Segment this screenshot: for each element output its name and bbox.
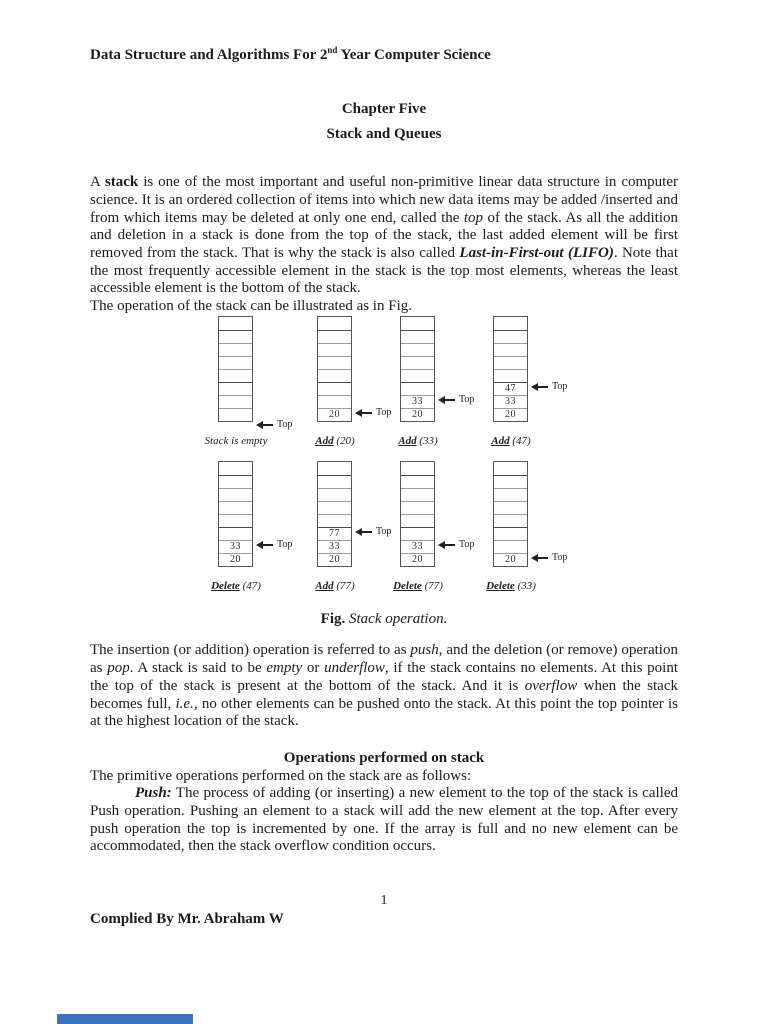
- text-segment: The insertion (or addition) operation is referred to as: [90, 642, 411, 659]
- compiled-by-footer: Complied By Mr. Abraham W: [90, 910, 284, 927]
- text-segment: Data Structure and Algorithms For 2: [90, 47, 328, 63]
- stack-box: [317, 461, 352, 567]
- stack-operation-label: [386, 435, 450, 447]
- arrow-head-icon: [438, 396, 445, 404]
- arrow-head-icon: [531, 383, 538, 391]
- stack-cell: [494, 527, 527, 540]
- text-segment: is one of the most important and useful non-primitive linear data structure in computer science. It is an ordered collection of items into which new data items may be added /inserted and from which items may be deleted at only one end, called the: [90, 174, 678, 226]
- stack-cell: [318, 317, 351, 330]
- stack-cell: [219, 343, 252, 356]
- stack-diagram: [211, 461, 293, 592]
- arrow-tail: [263, 544, 273, 546]
- stack-cell: [494, 317, 527, 330]
- text-segment: overflow: [524, 677, 578, 694]
- top-pointer-arrow: [355, 526, 391, 538]
- top-pointer-arrow: [531, 381, 567, 393]
- stack-operation-label: [204, 580, 268, 592]
- text-segment: of the stack. As all the addition and deletion in a stack is done from the top of the stack, the last added element will be first removed from the stack. That is why the stack is also called: [90, 209, 679, 261]
- stack-operation-label: [303, 580, 367, 592]
- arrow-tail: [362, 531, 372, 533]
- stack-diagram: [491, 316, 568, 447]
- stack-cell: [219, 501, 252, 514]
- stack-cell: [318, 488, 351, 501]
- stack-cell: [318, 343, 351, 356]
- stack-diagram: [393, 461, 475, 592]
- top-pointer-arrow: [438, 539, 474, 551]
- text-segment: Year Computer Science: [337, 47, 491, 63]
- push-pop-paragraph: [90, 642, 678, 731]
- text-segment: . Note that the most frequently accessible element in the stack is the top most elements, whereas the least accessible element is the bottom of the stack.: [90, 244, 678, 297]
- stack-cell: 47: [494, 382, 527, 395]
- stack-cell: [401, 317, 434, 330]
- intro-paragraph: [90, 174, 678, 298]
- stack-cell: [318, 382, 351, 395]
- chapter-subtitle: Stack and Queues: [326, 126, 442, 143]
- stack-diagram: [398, 316, 475, 447]
- stack-cell: [401, 488, 434, 501]
- stack-cell: [401, 343, 434, 356]
- text-segment: underflow: [324, 660, 385, 677]
- arrow-head-icon: [355, 409, 362, 417]
- stack-cell: [318, 330, 351, 343]
- stack-cell: 33: [401, 395, 434, 408]
- stack-cell: [401, 514, 434, 527]
- text-segment: Push:: [135, 785, 172, 802]
- chapter-title: Chapter Five: [341, 100, 427, 117]
- text-segment: , no other elements can be pushed onto the stack. At this point the top pointer is at the highest location of the stack.: [90, 695, 678, 730]
- stack-cell: [494, 501, 527, 514]
- top-pointer-label: Top: [552, 381, 568, 393]
- arrow-tail: [263, 424, 273, 426]
- stack-cell: [219, 395, 252, 408]
- stack-cell: [219, 514, 252, 527]
- stack-cell: 20: [219, 553, 252, 566]
- figure-caption: [90, 611, 678, 629]
- page-number: 1: [380, 893, 388, 909]
- text-segment: (77): [333, 579, 355, 592]
- stack-cell: 33: [401, 540, 434, 553]
- stack-box: [218, 461, 253, 567]
- stack-diagram: [315, 316, 392, 447]
- text-segment: Add: [491, 434, 510, 447]
- stack-cell: [318, 356, 351, 369]
- text-segment: pop: [107, 660, 130, 677]
- top-pointer-label: Top: [277, 539, 293, 551]
- stack-operation-label: [204, 435, 268, 447]
- text-segment: or: [302, 660, 325, 677]
- stack-operation-figure: [90, 316, 678, 608]
- stack-cell: [494, 488, 527, 501]
- top-pointer-arrow: [256, 419, 292, 431]
- stack-diagram: [486, 461, 568, 592]
- text-segment: empty: [266, 660, 303, 677]
- top-pointer-arrow: [256, 539, 292, 551]
- text-segment: (47): [239, 579, 261, 592]
- stack-cell: 77: [318, 527, 351, 540]
- arrow-tail: [538, 386, 548, 388]
- stack-cell: [219, 330, 252, 343]
- stack-cell: [494, 343, 527, 356]
- text-segment: Stack operation.: [349, 610, 448, 627]
- text-segment: nd: [327, 45, 338, 55]
- top-pointer-label: Top: [459, 539, 475, 551]
- arrow-tail: [445, 544, 455, 546]
- stack-diagram: [204, 316, 293, 447]
- text-segment: . A stack is said to be: [129, 660, 267, 677]
- top-pointer-label: Top: [376, 407, 392, 419]
- stack-cell: [219, 488, 252, 501]
- arrow-tail: [362, 412, 372, 414]
- intro-line2: The operation of the stack can be illustrated as in Fig.: [90, 298, 412, 315]
- text-segment: stack: [104, 174, 139, 191]
- stack-cell: [318, 501, 351, 514]
- text-segment: (33): [514, 579, 536, 592]
- stack-box: [317, 316, 352, 422]
- stack-cell: [494, 330, 527, 343]
- stack-cell: [219, 475, 252, 488]
- stack-cell: [219, 382, 252, 395]
- stack-box: [218, 316, 253, 422]
- arrow-head-icon: [438, 541, 445, 549]
- arrow-tail: [538, 557, 548, 559]
- text-segment: (77): [421, 579, 443, 592]
- stack-cell: 20: [494, 408, 527, 421]
- stack-cell: [401, 475, 434, 488]
- stack-box: [493, 316, 528, 422]
- stack-cell: 20: [401, 408, 434, 421]
- stack-cell: 20: [318, 553, 351, 566]
- stack-cell: 33: [494, 395, 527, 408]
- stack-cell: [494, 475, 527, 488]
- text-segment: (20): [333, 434, 355, 447]
- stack-cell: [401, 369, 434, 382]
- stack-box: [493, 461, 528, 567]
- text-segment: Stack is empty: [204, 434, 268, 447]
- stack-cell: 20: [401, 553, 434, 566]
- top-pointer-arrow: [355, 407, 391, 419]
- stack-cell: [401, 356, 434, 369]
- stack-cell: [401, 330, 434, 343]
- stack-cell: [219, 408, 252, 421]
- stack-cell: [494, 514, 527, 527]
- stack-cell: 20: [318, 408, 351, 421]
- stack-cell: [219, 462, 252, 475]
- operations-heading: Operations performed on stack: [283, 749, 485, 766]
- text-segment: , if the stack contains no elements. At this point the top of the stack is present at the bottom of the stack. And it is: [90, 660, 679, 694]
- stack-operation-label: [386, 580, 450, 592]
- text-segment: Add: [315, 434, 334, 447]
- push-definition-paragraph: [90, 785, 678, 856]
- stack-box: [400, 461, 435, 567]
- arrow-head-icon: [256, 421, 263, 429]
- stack-box: [400, 316, 435, 422]
- text-segment: Fig.: [320, 610, 349, 627]
- stack-cell: [494, 356, 527, 369]
- text-segment: Add: [315, 579, 334, 592]
- top-pointer-label: Top: [376, 526, 392, 538]
- text-segment: (47): [509, 434, 531, 447]
- stack-cell: [219, 369, 252, 382]
- stack-cell: [219, 356, 252, 369]
- arrow-head-icon: [256, 541, 263, 549]
- top-pointer-label: Top: [277, 418, 293, 430]
- bottom-blue-bar[interactable]: [57, 1014, 193, 1024]
- stack-operation-label: [303, 435, 367, 447]
- operations-intro: The primitive operations performed on the stack are as follows:: [90, 767, 472, 784]
- text-segment: Delete: [393, 579, 422, 592]
- stack-operation-label: [479, 435, 543, 447]
- text-segment: Last-in-First-out (LIFO): [459, 244, 614, 261]
- top-pointer-label: Top: [552, 552, 568, 564]
- stack-cell: [318, 462, 351, 475]
- stack-diagram: [315, 461, 392, 592]
- stack-cell: [401, 462, 434, 475]
- text-segment: Delete: [211, 579, 240, 592]
- stack-cell: [494, 462, 527, 475]
- stack-operation-label: [479, 580, 543, 592]
- arrow-head-icon: [355, 528, 362, 536]
- text-segment: top: [463, 209, 484, 226]
- stack-cell: [401, 501, 434, 514]
- arrow-head-icon: [531, 554, 538, 562]
- stack-cell: [318, 369, 351, 382]
- top-pointer-arrow: [438, 394, 474, 406]
- running-header: [90, 0, 678, 65]
- top-pointer-arrow: [531, 552, 567, 564]
- stack-cell: [219, 317, 252, 330]
- stack-cell: 20: [494, 553, 527, 566]
- stack-cell: 33: [219, 540, 252, 553]
- text-segment: Delete: [486, 579, 515, 592]
- text-segment: push: [410, 642, 439, 659]
- text-segment: i.e.: [175, 695, 194, 712]
- text-segment: , and the deletion (or remove) operation as: [90, 642, 678, 677]
- text-segment: A: [90, 174, 105, 191]
- stack-cell: 33: [318, 540, 351, 553]
- text-segment: The process of adding (or inserting) a new element to the top of the stack is called Push operation. Pushing an element to a stack will add the new element at the top. After every push operation the top is incremented by one. If the array is full and no new element can be accommodated, then the stack overflow condition occurs.: [90, 785, 678, 855]
- text-segment: Add: [398, 434, 417, 447]
- stack-cell: [318, 475, 351, 488]
- text-segment: when the stack becomes full,: [90, 677, 678, 712]
- top-pointer-label: Top: [459, 394, 475, 406]
- arrow-tail: [445, 399, 455, 401]
- text-segment: (33): [416, 434, 438, 447]
